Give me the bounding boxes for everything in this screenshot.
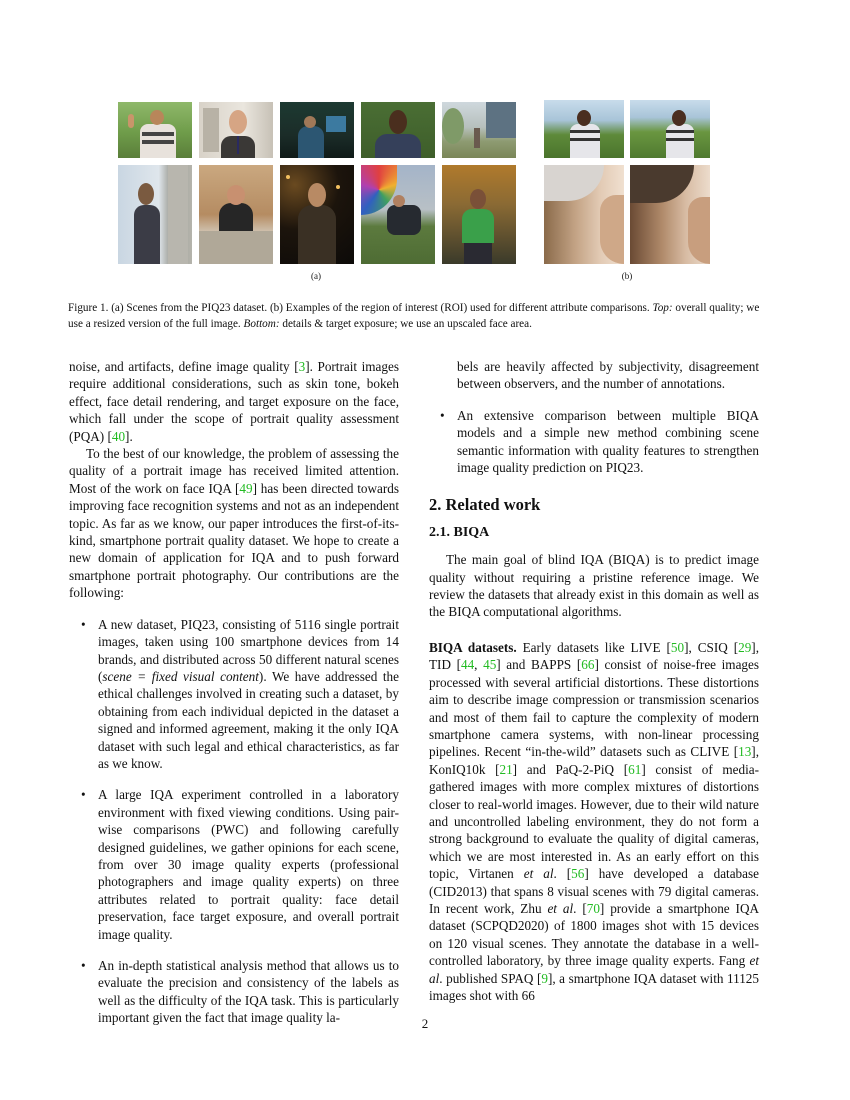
text-run: . [ [573,900,587,916]
left-column [69,358,399,1041]
list-item [69,616,399,773]
citation-link[interactable]: 44 [460,657,475,673]
text-run: ] has been directed towards improving face recognition systems and not as an independent topic. As far as we know, our paper introduces the first-of-its-kind, smartphone portrait quality dataset. We hope to create a new domain of application for IQA and to push forward smartphone portrait photography. Our contributions are the following: [69,480,399,601]
paragraph-contributions-intro [69,445,399,602]
text-run: ]. [125,428,133,444]
text-run: An extensive comparison between multiple BIQA models and a simple new method combining scene semantic information with quality features to strengthen image quality prediction on PIQ23. [457,407,759,476]
text-run: ], a smartphone IQA dataset with 11125 images shot with 66 [429,970,759,1003]
bullet-marker: • [440,407,445,423]
subfigure-label-b: (b) [621,271,633,281]
subfigure-label-a: (a) [311,271,321,281]
citation-link[interactable]: 61 [628,761,642,777]
scene-photo-man-table-indoor [199,165,273,264]
paragraph-image-quality [69,358,399,445]
list-item [69,786,399,943]
page-number: 2 [421,1016,429,1031]
scene-photo-man-night-lights [280,165,354,264]
text-run: , [474,657,484,673]
citation-link[interactable]: 29 [738,639,752,655]
scene-photo-umbrella-chair [361,165,435,264]
scene-photo-dark-room-phone [280,102,354,158]
contributions-list [69,616,399,1027]
figure-caption [68,301,768,332]
citation-link[interactable]: 13 [738,744,752,760]
bullet-marker: • [81,958,86,973]
subsection-heading: 2.1. BIQA [429,524,490,540]
scene-photo-woman-pillar [118,165,192,264]
citation-link[interactable]: 70 [586,900,600,916]
caption-main-text: (a) Scenes from the PIQ23 dataset. (b) Examples of the region of interest (ROI) used for different attribute comparisons. [108,302,653,314]
text-run-italic: et al [429,953,759,986]
citation-link[interactable]: 40 [111,428,126,444]
text-run: An in-depth statistical analysis method that allows us to evaluate the precision and consistency of the labels as well as the difficulty of the IQA task. This is particularly important given the fact that image quality la- [98,958,399,1026]
text-run: A new dataset, PIQ23, consisting of 5116 single portrait images, taken using 100 smartphone devices from 14 brands, and distributed across 50 different natural scenes ( [98,616,399,684]
citation-link[interactable]: 3 [298,359,306,374]
paragraph-biqa-goal: The main goal of blind IQA (BIQA) is to predict image quality without requiring a pristine reference image. We review the datasets that already exist in this domain as well as the BIQA computational algorithms. [429,552,759,620]
caption-top-text: overall quality; we use a resized version of the full image. [68,302,760,330]
section-heading: 2. Related work [429,495,541,515]
citation-link[interactable]: 9 [541,970,548,986]
caption-top-label: Top: [652,302,673,314]
text-run-italic: et al [523,866,554,882]
scene-photo-man-hedge [361,102,435,158]
text-run-italic: et al [547,900,574,916]
caption-bottom-label: Bottom: [243,317,280,330]
caption-label: Figure 1. [68,302,109,314]
text-run: ] provide a smartphone IQA dataset (SCPQD2020) of 1800 images shot with 15 devices on 120 visual scenes. They annotate the database in a well-controlled laboratory, by three image quality experts. Fang [429,900,759,969]
text-run: noise, and artifacts, define image quality [ [69,359,299,374]
text-run: . [ [553,866,572,882]
text-run: ] consist of media-gathered images with more complex mixtures of distortions closer to real-world images. However, due to their wild nature and uncontrolled labeling environment, they do not form a strong background to evaluate the quality of digital cameras, which we are most interested in. As an early effort on this topic, Virtanen [429,761,760,882]
citation-link[interactable]: 49 [239,480,253,496]
citation-link[interactable]: 21 [499,761,513,777]
citation-link[interactable]: 45 [483,657,497,673]
citation-link[interactable]: 50 [670,639,685,655]
list-item-continuation: bels are heavily affected by subjectivity, disagreement between observers, and the number of annotations. [457,359,759,392]
text-run: ] have developed a database (CID2013) that spans 8 visual scenes with 79 digital cameras. In recent work, Zhu [429,866,759,916]
right-column [429,358,759,1004]
roi-photo-overall-1 [544,100,624,158]
scene-photo-man-indoor-window [199,102,273,158]
roi-photo-overall-2 [630,100,710,158]
text-run: ). We have addressed the ethical challenges involved in creating such a dataset, by obtaining from each individual depicted in the dataset a signed and informed agreement, making it the only IQA dataset with such legal and ethical characteristics, as far as we know. [98,668,399,771]
text-run: ] consist of noise-free images processed with several artificial distortions. These distortions aim to describe image compression or transmission scenarios and most of them fail to capture the complexity of modern smartphone camera systems, with non-linear processing pipelines. Recent “in-the-wild” datasets such as CLIVE [ [429,657,760,760]
scene-photo-man-green-shirt-tree [442,165,516,264]
paragraph-biqa-datasets [429,639,759,1005]
figure-1 [0,0,850,340]
scene-photo-man-waving-park [118,102,192,158]
contributions-list-continued [429,407,759,477]
text-run-italic: scene = fixed visual content [102,668,259,684]
text-run: A large IQA experiment controlled in a laboratory environment with fixed viewing conditions. Using pair-wise comparisons (PWC) and following carefully designed guidelines, we gather opinions for each scene, from over 30 image quality experts (professional photographers and image quality experts) on three attributes related to portrait quality: face detail preservation, face target exposure, and overall portrait image quality. [98,787,399,942]
text-run: ] and BAPPS [ [496,657,582,673]
citation-link[interactable]: 66 [581,657,595,673]
text-run: ] and PaQ-2-PiQ [ [512,761,629,777]
citation-link[interactable]: 56 [571,866,585,882]
paragraph-heading: BIQA datasets. [429,639,517,655]
bullet-marker: • [81,616,86,632]
roi-photo-face-2 [630,165,710,264]
bullet-marker: • [81,787,86,803]
scene-photo-street-buildings [442,102,516,158]
text-run: To the best of our knowledge, the problem of assessing the quality of a portrait image has received limited attention. Most of the work on face IQA [ [69,446,399,496]
paragraph-gap [429,621,759,639]
list-item [429,407,759,477]
caption-bottom-text: details & target exposure; we use an upscaled face area. [279,317,532,330]
text-run: ], TID [ [429,639,759,673]
text-run: ], CSIQ [ [684,639,739,655]
text-run: ], KonIQ10k [ [429,744,759,777]
roi-photo-face-1 [544,165,624,264]
text-run: Early datasets like LIVE [ [516,639,671,655]
text-run: ]. Portrait images require additional considerations, such as skin tone, bokeh effect, face detail rendering, and target exposure on the face, which fall under the scope of portrait quality assessment (PQA) [ [69,359,399,444]
text-run: . published SPAQ [ [439,970,542,986]
